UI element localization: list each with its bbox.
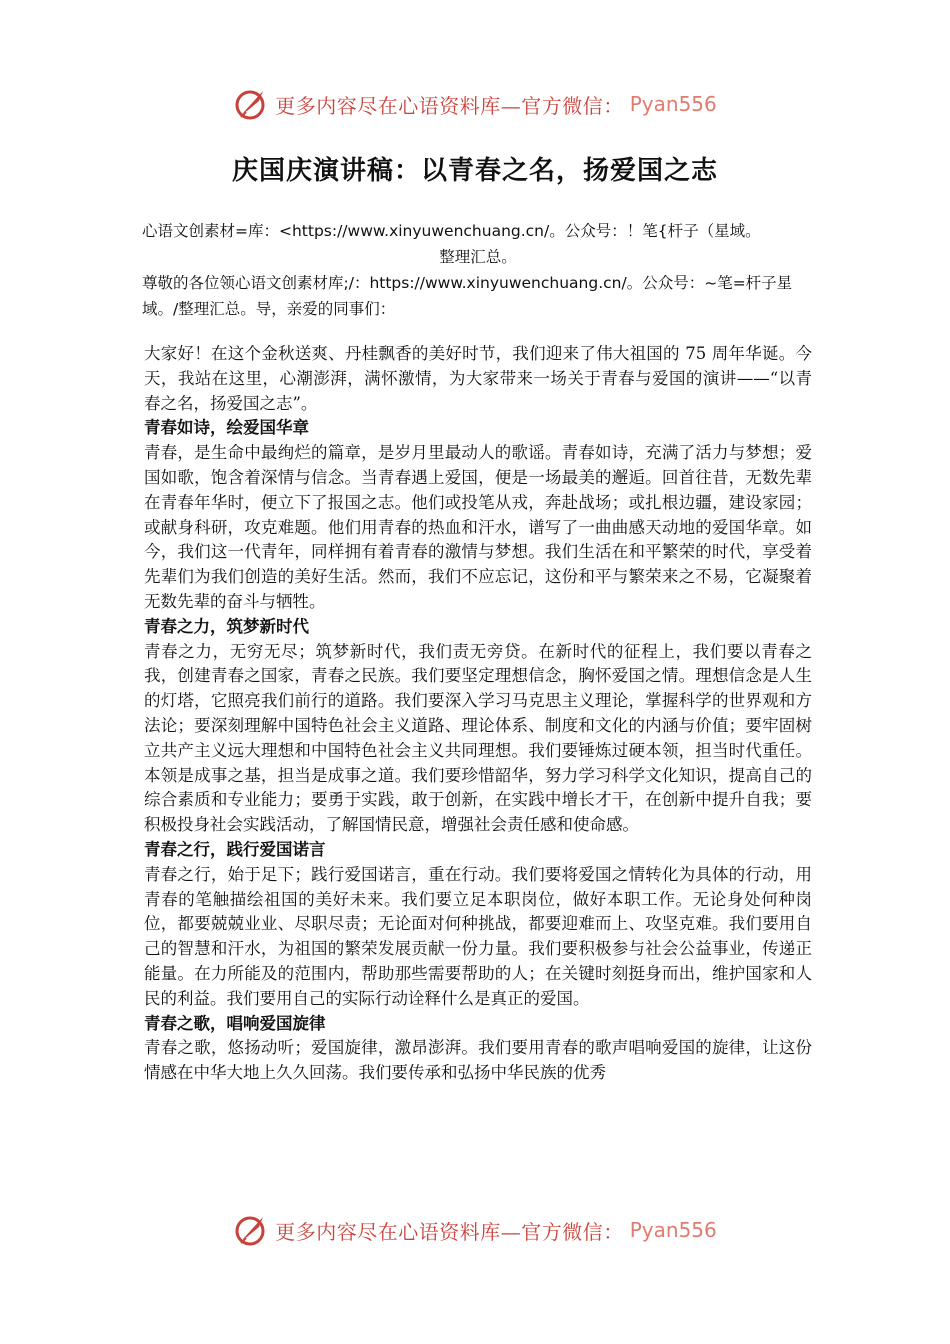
section-body-2: 青春之力，无穷无尽；筑梦新时代，我们责无旁贷。在新时代的征程上，我们要以青春之我，创建青春之国家，青春之民族。我们要坚定理想信念，胸怀爱国之情。理想信念是人生的灯塔，它照亮我们前行的道路。我们要深入学习马克思主义理论，掌握科学的世界观和方法论；要深刻理解中国特色社会主义道路、理论体系、制度和文化的内涵与价值；要牢固树立共产主义远大理想和中国特色社会主义共同理想。我们要锤炼过硬本领，担当时代重任。本领是成事之基，担当是成事之道。我们要珍惜韶华，努力学习科学文化知识，提高自己的综合素质和专业能力；要勇于实践，敢于创新，在实践中增长才干，在创新中提升自我；要积极投身社会实践活动，了解国情民意，增强社会责任感和使命感。 <box>144 641 812 835</box>
section-body-1: 青春，是生命中最绚烂的篇章，是岁月里最动人的歌谣。青春如诗，充满了活力与梦想；爱国如歌，饱含着深情与信念。当青春遇上爱国，便是一场最美的邂逅。回首往昔，无数先辈在青春年华时，便立下了报国之志。他们或投笔从戎，奔赴战场；或扎根边疆，建设家园；或献身科研，攻克难题。他们用青春的热血和汗水，谱写了一曲曲感天动地的爱国华章。如今，我们这一代青年，同样拥有着青春的激情与梦想。我们生活在和平繁荣的时代，享受着先辈们为我们创造的美好生活。然而，我们不应忘记，这份和平与繁荣来之不易，它凝聚着无数先辈的奋斗与牺牲。 <box>144 443 812 611</box>
banner-wechat-id: Pyan556 <box>629 92 717 116</box>
top-banner <box>0 82 950 126</box>
section-heading-3: 青春之行，践行爱国诺言 <box>144 839 326 859</box>
section-heading-2: 青春之力，筑梦新时代 <box>144 616 309 636</box>
section-body-4: 青春之歌，悠扬动听；爱国旋律，激昂澎湃。我们要用青春的歌声唱响爱国的旋律，让这份情感在中华大地上久久回荡。我们要传承和弘扬中华民族的优秀 <box>144 1038 812 1083</box>
banner-text: 更多内容尽在心语资料库—官方微信： <box>275 93 624 118</box>
header-line-2: 整理汇总。 <box>439 248 517 266</box>
document-body <box>144 342 812 1086</box>
header-line-1: 心语文创素材=库：<https://www.xinyuwenchuang.cn/。公众号：！笔{杆子（星域。 <box>142 222 761 240</box>
intro-paragraph: 大家好！在这个金秋送爽、丹桂飘香的美好时节，我们迎来了伟大祖国的 75 周年华诞。今天，我站在这里，心潮澎湃，满怀激情，为大家带来一场关于青春与爱国的演讲——“以青春之名，扬爱国之志”。 <box>144 344 812 413</box>
header-line-3: 尊敬的各位领心语文创素材库;/：https://www.xinyuwenchuang.cn/。公众号：~笔=杆子星域。/整理汇总。导，亲爱的同事们： <box>142 274 793 318</box>
banner-wechat-id: Pyan556 <box>629 1218 717 1242</box>
quill-logo-icon <box>233 85 271 123</box>
section-heading-1: 青春如诗，绘爱国华章 <box>144 418 309 438</box>
document-header <box>142 218 814 322</box>
section-body-3: 青春之行，始于足下；践行爱国诺言，重在行动。我们要将爱国之情转化为具体的行动，用青春的笔触描绘祖国的美好未来。我们要立足本职岗位，做好本职工作。无论身处何种岗位，都要兢兢业业、尽职尽责；无论面对何种挑战，都要迎难而上、攻坚克难。我们要用自己的智慧和汗水，为祖国的繁荣发展贡献一份力量。我们要积极参与社会公益事业，传递正能量。在力所能及的范围内，帮助那些需要帮助的人；在关键时刻挺身而出，维护国家和人民的利益。我们要用自己的实际行动诠释什么是真正的爱国。 <box>144 864 812 1008</box>
document-title: 庆国庆演讲稿：以青春之名，扬爱国之志 <box>231 156 718 186</box>
section-heading-4: 青春之歌，唱响爱国旋律 <box>144 1013 326 1033</box>
quill-logo-icon <box>233 1211 271 1249</box>
bottom-banner <box>0 1208 950 1252</box>
banner-text: 更多内容尽在心语资料库—官方微信： <box>275 1219 624 1244</box>
